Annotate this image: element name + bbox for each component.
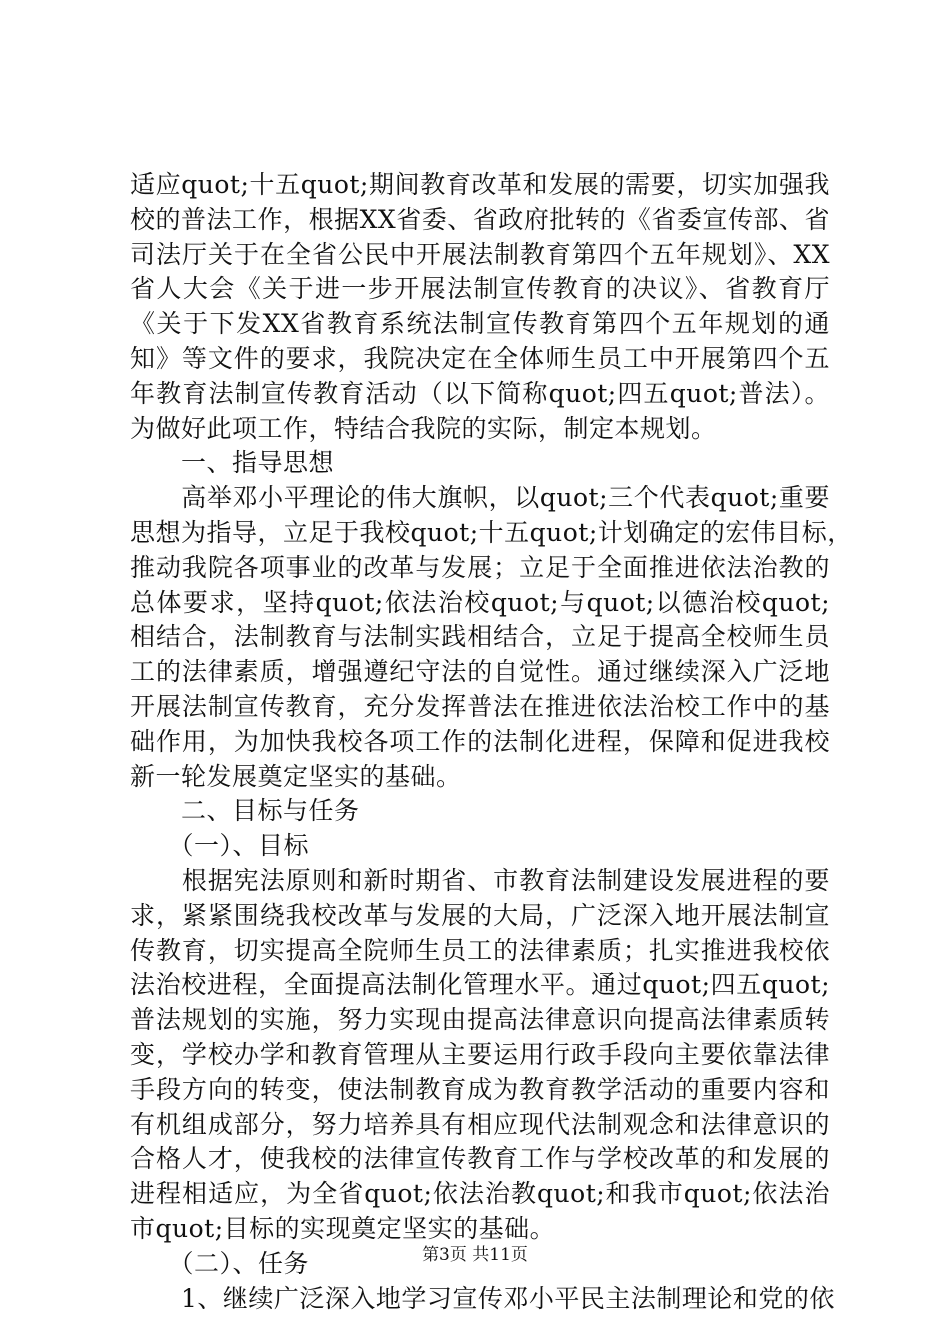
- text-line: 合格人才，使我校的法律宣传教育工作与学校改革的和发展的: [130, 1144, 830, 1174]
- text-line: 法治校进程，全面提高法制化管理水平。通过quot;四五quot;: [130, 970, 830, 1000]
- text-line: 求，紧紧围绕我校改革与发展的大局，广泛深入地开展法制宣: [130, 900, 830, 930]
- text-line: 1、继续广泛深入地学习宣传邓小平民主法制理论和党的依: [130, 1283, 835, 1313]
- text-line: 础作用，为加快我校各项工作的法制化进程，保障和促进我校: [130, 726, 830, 756]
- text-line: 年教育法制宣传教育活动（以下简称quot;四五quot;普法）。: [130, 378, 830, 408]
- text-line: 推动我院各项事业的改革与发展；立足于全面推进依法治教的: [130, 552, 830, 582]
- text-line: 开展法制宣传教育，充分发挥普法在推进依法治校工作中的基: [130, 691, 830, 721]
- text-line: 根据宪法原则和新时期省、市教育法制建设发展进程的要: [130, 865, 830, 895]
- text-line: 总体要求，坚持quot;依法治校quot;与quot;以德治校quot;: [130, 587, 830, 617]
- page-footer: [0, 1244, 950, 1266]
- text-line: 知》等文件的要求，我院决定在全体师生员工中开展第四个五: [130, 343, 830, 373]
- text-line: （二）、任务: [130, 1248, 310, 1278]
- text-line: 相结合，法制教育与法制实践相结合，立足于提高全校师生员: [130, 622, 830, 652]
- text-line: 为做好此项工作，特结合我院的实际，制定本规划。: [130, 413, 717, 443]
- text-line: 进程相适应，为全省quot;依法治教quot;和我市quot;依法治: [130, 1179, 830, 1209]
- text-line: 手段方向的转变，使法制教育成为教育教学活动的重要内容和: [130, 1074, 830, 1104]
- text-line: 高举邓小平理论的伟大旗帜，以quot;三个代表quot;重要: [130, 483, 830, 513]
- text-line: 《关于下发XX省教育系统法制宣传教育第四个五年规划的通: [130, 309, 830, 339]
- text-line: 新一轮发展奠定坚实的基础。: [130, 761, 462, 791]
- text-line: 普法规划的实施，努力实现由提高法律意识向提高法律素质转: [130, 1005, 830, 1035]
- text-line: （一）、目标: [130, 831, 310, 861]
- text-line: 校的普法工作，根据XX省委、省政府批转的《省委宣传部、省: [130, 204, 830, 234]
- text-line: 适应quot;十五quot;期间教育改革和发展的需要，切实加强我: [130, 170, 830, 199]
- page-number-label: 第3页 共11页: [422, 1245, 528, 1265]
- text-line: 省人大会《关于进一步开展法制宣传教育的决议》、省教育厅: [130, 274, 830, 304]
- text-line: 一、指导思想: [130, 448, 335, 478]
- text-line: 司法厅关于在全省公民中开展法制教育第四个五年规划》、XX: [130, 239, 830, 269]
- text-line: 思想为指导，立足于我校quot;十五quot;计划确定的宏伟目标，: [130, 517, 853, 547]
- text-line: 市quot;目标的实现奠定坚实的基础。: [130, 1213, 556, 1243]
- text-line: 传教育，切实提高全院师生员工的法律素质；扎实推进我校依: [130, 935, 830, 965]
- text-line: 变，学校办学和教育管理从主要运用行政手段向主要依靠法律: [130, 1039, 830, 1069]
- text-line: 有机组成部分，努力培养具有相应现代法制观念和法律意识的: [130, 1109, 830, 1139]
- document-body: [130, 168, 853, 1316]
- text-line: 工的法律素质，增强遵纪守法的自觉性。通过继续深入广泛地: [130, 657, 830, 687]
- text-line: 二、目标与任务: [130, 796, 360, 826]
